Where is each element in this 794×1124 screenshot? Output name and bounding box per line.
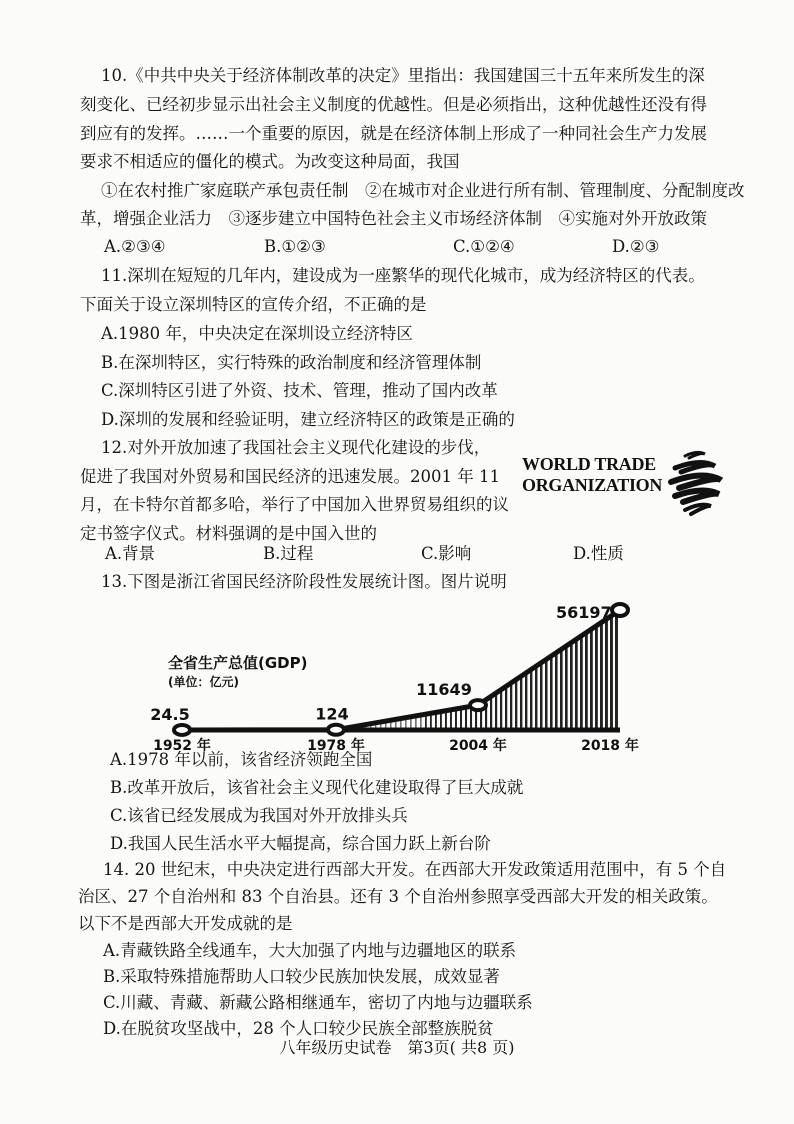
q14-stem-line-2: 治区、27 个自治州和 83 个自治县。还有 3 个自治州参照享受西部大开发的相关政策。 bbox=[78, 887, 718, 906]
q12-options bbox=[0, 541, 794, 567]
data-point-marker bbox=[612, 604, 628, 616]
gdp-area-stripe bbox=[590, 606, 593, 730]
q12-option-a[interactable]: A.背景 bbox=[105, 544, 156, 563]
gdp-area-stripe bbox=[605, 606, 608, 730]
gdp-area-stripe bbox=[565, 606, 568, 730]
q13-option-b[interactable]: B.改革开放后，该省社会主义现代化建设取得了巨大成就 bbox=[110, 778, 524, 797]
gdp-area-stripe bbox=[585, 606, 588, 730]
data-point-marker bbox=[328, 725, 344, 735]
wto-emblem-icon bbox=[665, 448, 727, 518]
gdp-area-stripe bbox=[515, 606, 517, 730]
q11-stem-line-1: 11.深圳在短短的几年内，建设成为一座繁华的现代化城市，成为经济特区的代表。 bbox=[101, 266, 705, 285]
x-tick-label: 2018 年 bbox=[581, 738, 639, 754]
chart-subtitle: (单位：亿元) bbox=[168, 675, 239, 689]
data-value-label: 56197 bbox=[556, 603, 612, 622]
q10-stem-line-1: 10.《中共中央关于经济体制改革的决定》里指出：我国建国三十五年来所发生的深 bbox=[101, 66, 705, 85]
q12-stem-line-3: 月，在卡特尔首都多哈，举行了中国加入世界贸易组织的议 bbox=[80, 495, 509, 514]
q14-stem-line-3: 以下不是西部大开发成就的是 bbox=[78, 914, 293, 933]
gdp-area-stripe bbox=[525, 606, 527, 730]
q13-option-a[interactable]: A.1978 年以前，该省经济领跑全国 bbox=[110, 750, 373, 769]
q10-stem-line-3: 到应有的发挥。……一个重要的原因，就是在经济体制上形成了一种同社会生产力发展 bbox=[80, 124, 707, 143]
x-tick-label: 1952 年 bbox=[153, 738, 211, 754]
gdp-area-stripe bbox=[520, 606, 522, 730]
q11-option-d[interactable]: D.深圳的发展和经验证明，建立经济特区的政策是正确的 bbox=[101, 410, 515, 429]
gdp-area-stripe bbox=[360, 606, 361, 730]
gdp-area-stripe bbox=[615, 606, 618, 730]
q12-stem-line-2: 促进了我国对外贸易和国民经济的迅速发展。2001 年 11 bbox=[80, 467, 500, 486]
data-point-marker bbox=[470, 700, 486, 710]
data-value-label: 124 bbox=[315, 704, 349, 724]
gdp-area-stripe bbox=[570, 606, 573, 730]
gdp-area-stripe bbox=[560, 606, 563, 730]
q10-stem-line-4: 要求不相适应的僵化的模式。为改变这种局面，我国 bbox=[80, 152, 460, 171]
gdp-area-stripe bbox=[500, 606, 502, 730]
q11-stem-line-2: 下面关于设立深圳特区的宣传介绍，不正确的是 bbox=[80, 295, 427, 314]
gdp-area-stripe bbox=[420, 606, 422, 730]
gdp-area-stripe bbox=[425, 606, 427, 730]
x-tick-label: 2004 年 bbox=[449, 738, 507, 754]
gdp-area-stripe bbox=[370, 606, 371, 730]
gdp-area-stripe bbox=[495, 606, 497, 730]
gdp-area-stripe bbox=[350, 606, 351, 730]
gdp-area-stripe bbox=[490, 606, 492, 730]
wto-logo-line-2: ORGANIZATION bbox=[522, 475, 663, 495]
q10-option-c[interactable]: C.①②④ bbox=[453, 237, 515, 256]
data-value-label: 11649 bbox=[416, 680, 472, 700]
gdp-area-stripe bbox=[610, 606, 613, 730]
gdp-area-stripe bbox=[550, 606, 553, 730]
q10-option-b[interactable]: B.①②③ bbox=[264, 237, 326, 256]
gdp-area-stripe bbox=[385, 606, 387, 730]
q13-option-d[interactable]: D.我国人民生活水平大幅提高，综合国力跃上新台阶 bbox=[110, 834, 491, 853]
q11-option-a[interactable]: A.1980 年，中央决定在深圳设立经济特区 bbox=[101, 324, 413, 343]
data-point-marker bbox=[174, 725, 190, 735]
q12-option-c[interactable]: C.影响 bbox=[421, 544, 472, 563]
q13-stem: 13.下图是浙江省国民经济阶段性发展统计图。图片说明 bbox=[101, 572, 507, 591]
gdp-area-stripe bbox=[540, 606, 542, 730]
chart-title: 全省生产总值(GDP) bbox=[168, 654, 308, 672]
q12-stem-line-4: 定书签字仪式。材料强调的是中国入世的 bbox=[80, 524, 377, 543]
page-footer: 八年级历史试卷 第3页( 共8 页) bbox=[279, 1038, 515, 1057]
gdp-area-stripe bbox=[575, 606, 578, 730]
q11-option-c[interactable]: C.深圳特区引进了外资、技术、管理，推动了国内改革 bbox=[101, 381, 498, 400]
gdp-area-stripe bbox=[375, 606, 376, 730]
gdp-area-stripe bbox=[410, 606, 412, 730]
q12-option-b[interactable]: B.过程 bbox=[263, 544, 314, 563]
gdp-area-stripe bbox=[365, 606, 366, 730]
q14-option-b[interactable]: B.采取特殊措施帮助人口较少民族加快发展，成效显著 bbox=[103, 967, 500, 986]
wto-logo-line-1: WORLD TRADE bbox=[522, 454, 656, 474]
q10-option-d[interactable]: D.②③ bbox=[612, 237, 660, 256]
q12-option-d[interactable]: D.性质 bbox=[573, 544, 624, 563]
q10-options bbox=[0, 234, 794, 260]
gdp-area-stripe bbox=[555, 606, 558, 730]
gdp-area-stripe bbox=[380, 606, 381, 730]
gdp-area-stripe bbox=[580, 606, 583, 730]
q12-stem-line-1: 12.对外开放加速了我国社会主义现代化建设的步伐， bbox=[101, 438, 491, 457]
gdp-area-stripe bbox=[510, 606, 512, 730]
x-tick-label: 1978 年 bbox=[307, 738, 365, 754]
q10-items-line-2: 革，增强企业活力 ③逐步建立中国特色社会主义市场经济体制 ④实施对外开放政策 bbox=[80, 209, 707, 228]
gdp-area-stripe bbox=[465, 606, 467, 730]
q10-items-line-1: ①在农村推广家庭联产承包责任制 ②在城市对企业进行所有制、管理制度、分配制度改 bbox=[101, 181, 745, 200]
gdp-area-stripe bbox=[415, 606, 417, 730]
data-value-label: 24.5 bbox=[150, 704, 190, 724]
gdp-area-stripe bbox=[405, 606, 407, 730]
gdp-area-stripe bbox=[390, 606, 392, 730]
wto-logo-text bbox=[522, 454, 662, 496]
q14-stem-line-1: 14. 20 世纪末，中央决定进行西部大开发。在西部大开发政策适用范围中，有 5 个自 bbox=[103, 860, 727, 879]
q13-option-c[interactable]: C.该省已经发展成为我国对外开放排头兵 bbox=[110, 806, 408, 825]
q14-option-d[interactable]: D.在脱贫攻坚战中，28 个人口较少民族全部整族脱贫 bbox=[103, 1019, 494, 1038]
gdp-area-stripe bbox=[505, 606, 507, 730]
q10-stem-line-2: 刻变化、已经初步显示出社会主义制度的优越性。但是必须指出，这种优越性还没有得 bbox=[80, 95, 707, 114]
q10-option-a[interactable]: A.②③④ bbox=[104, 237, 166, 256]
gdp-area-stripe bbox=[485, 606, 487, 730]
gdp-area-stripe bbox=[460, 606, 462, 730]
gdp-area-stripe bbox=[470, 606, 472, 730]
gdp-area-stripe bbox=[400, 606, 402, 730]
gdp-area-stripe bbox=[355, 606, 356, 730]
wto-logo bbox=[522, 448, 727, 518]
q14-option-c[interactable]: C.川藏、青藏、新藏公路相继通车，密切了内地与边疆联系 bbox=[103, 993, 533, 1012]
gdp-area-stripe bbox=[395, 606, 397, 730]
q14-option-a[interactable]: A.青藏铁路全线通车，大大加强了内地与边疆地区的联系 bbox=[103, 941, 517, 960]
gdp-area-stripe bbox=[545, 606, 548, 730]
gdp-chart bbox=[150, 596, 640, 756]
q11-option-b[interactable]: B.在深圳特区，实行特殊的政治制度和经济管理体制 bbox=[101, 353, 482, 372]
